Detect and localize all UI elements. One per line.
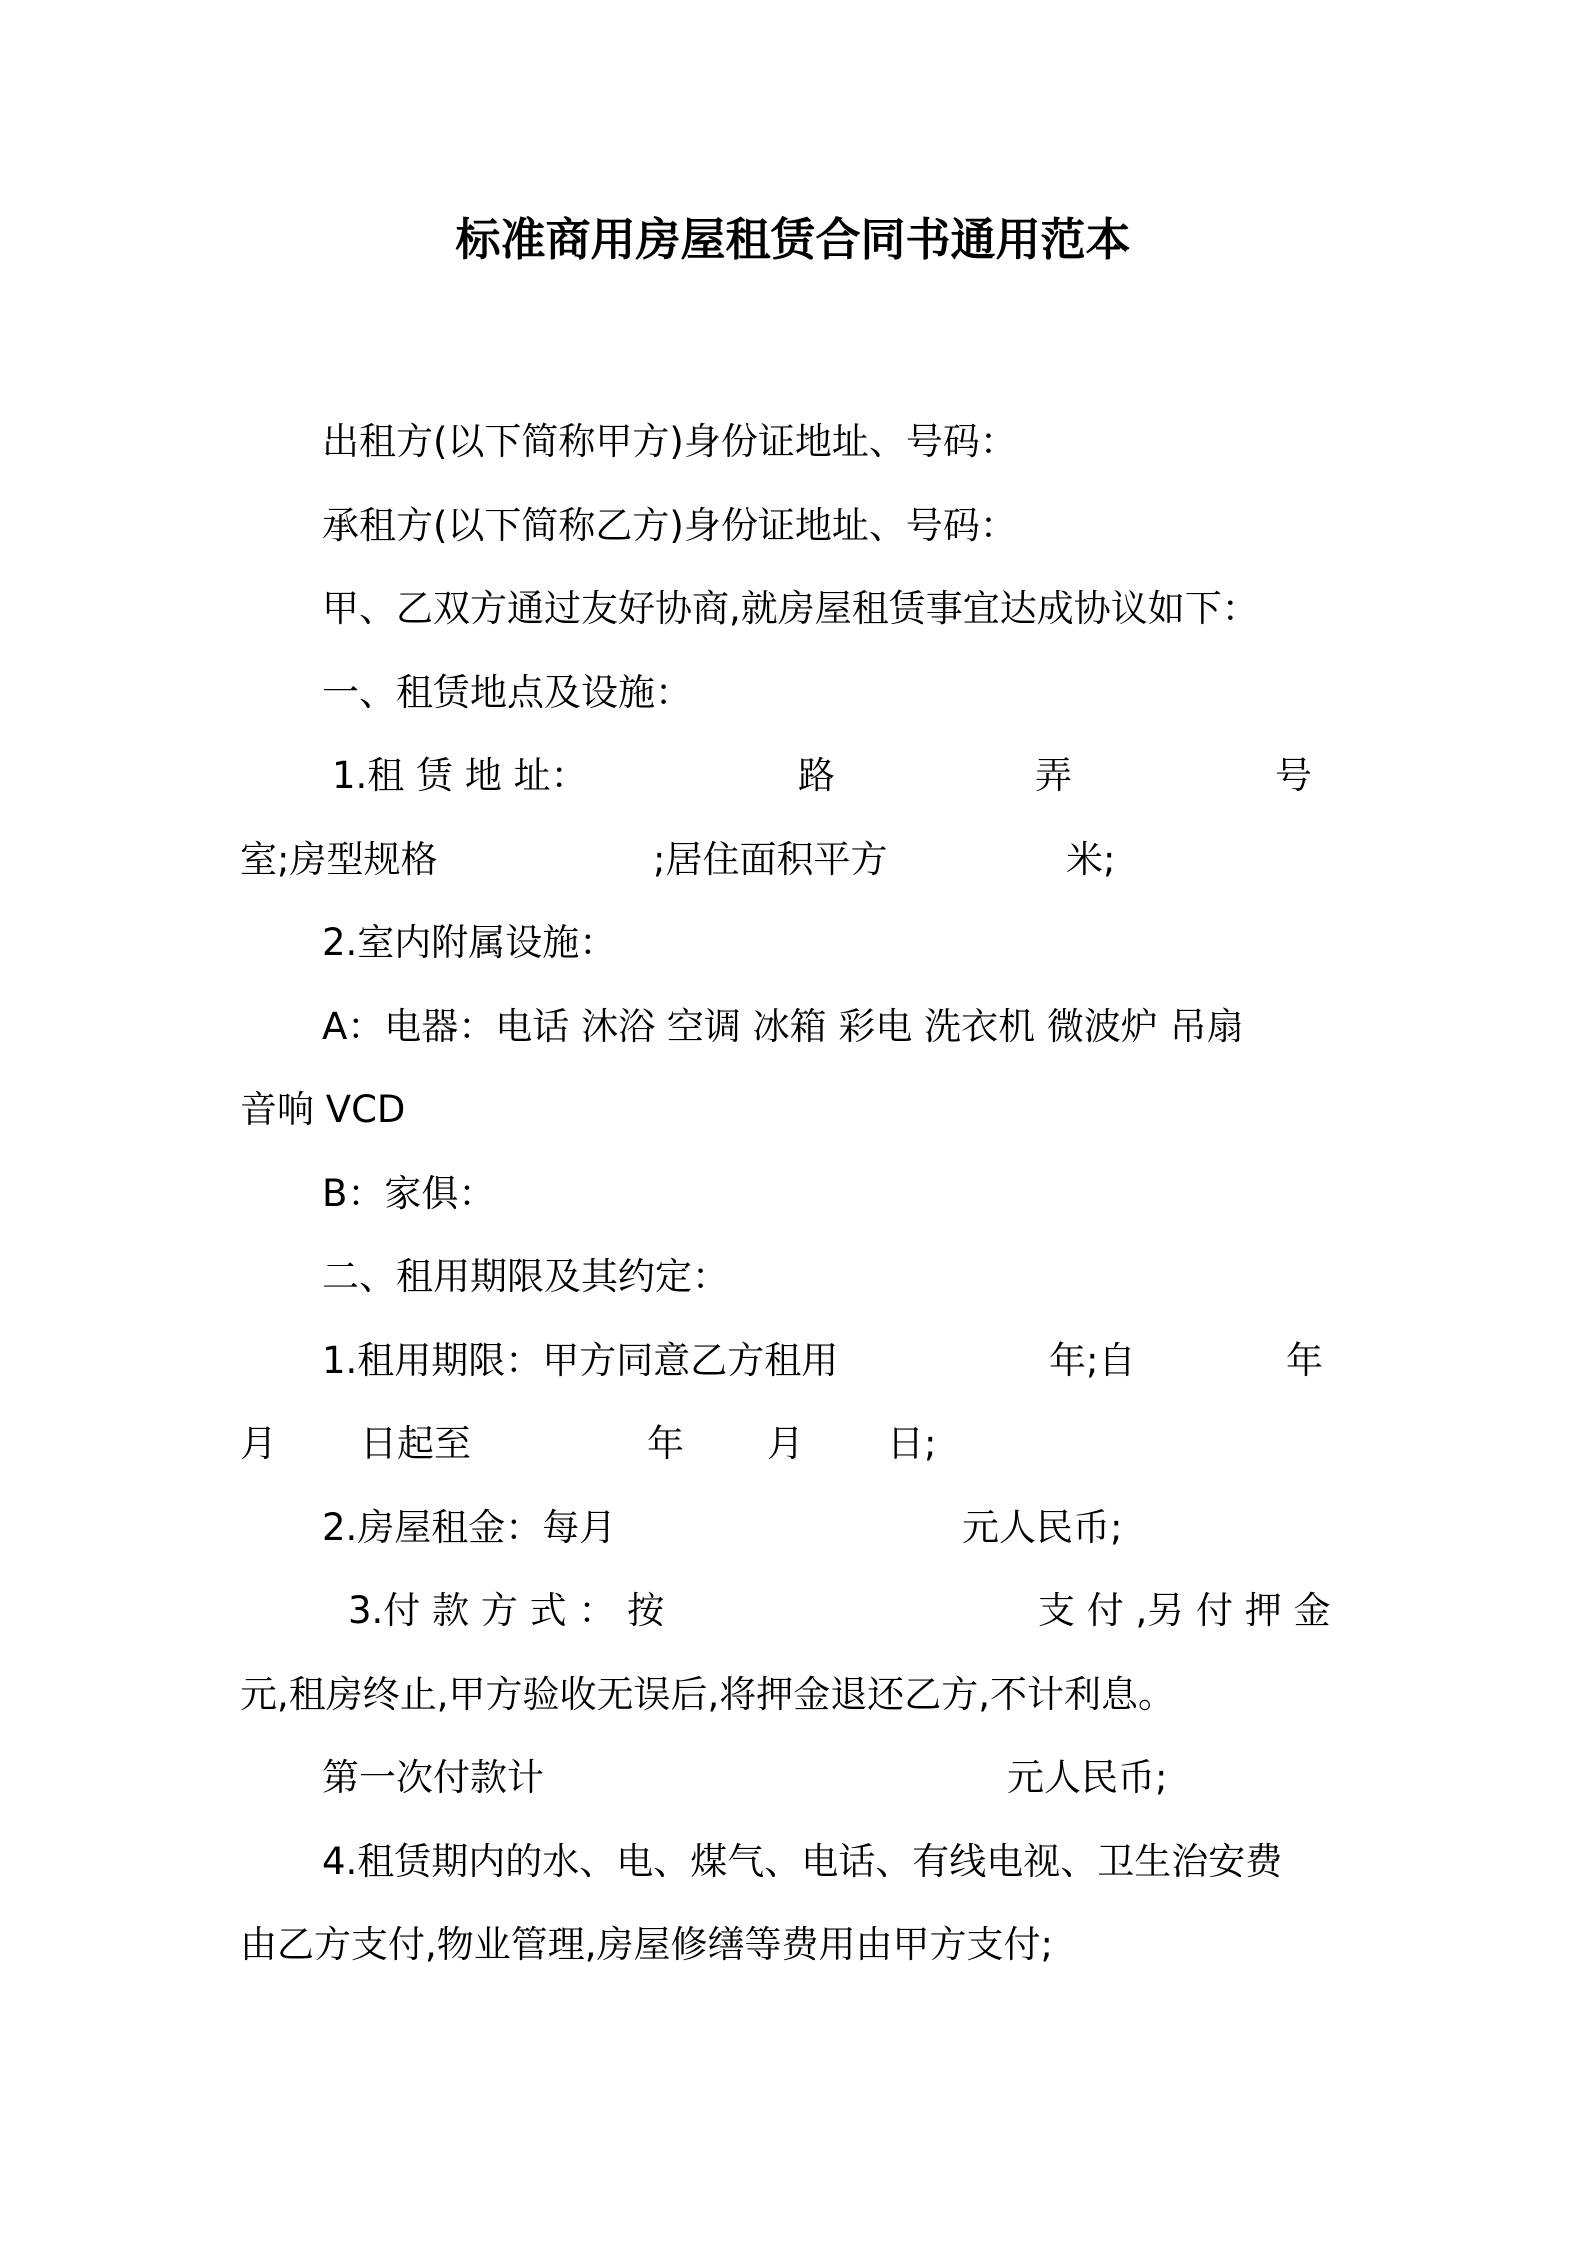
end-month-label: 月 xyxy=(767,1422,804,1465)
first-payment-currency-label: 元人民币; xyxy=(1007,1756,1168,1799)
document-body xyxy=(240,400,1350,1987)
utilities-line: 4.租赁期内的水、电、煤气、电话、有线电视、卫生治安费 xyxy=(322,1839,1283,1883)
deposit-terms-line: 元,租房终止,甲方验收无误后,将押金退还乙方,不计利息。 xyxy=(240,1672,1176,1716)
furniture-line: B：家俱： xyxy=(322,1171,496,1215)
room-type-line xyxy=(240,818,1350,902)
start-month-label: 月 xyxy=(240,1422,277,1465)
square-meter-label: 米; xyxy=(1066,837,1116,881)
utilities-continued: 由乙方支付,物业管理,房屋修缮等费用由甲方支付; xyxy=(240,1923,1053,1966)
rent-line xyxy=(240,1486,1350,1570)
section-2-heading: 二、租用期限及其约定： xyxy=(322,1255,729,1298)
lessee-line: 承租方(以下简称乙方)身份证地址、号码： xyxy=(322,503,1017,547)
lease-dates-line xyxy=(240,1402,1350,1486)
road-label: 路 xyxy=(798,754,835,797)
start-year-label: 年 xyxy=(1286,1338,1323,1382)
payment-method-line xyxy=(240,1569,1350,1653)
first-payment-label: 第一次付款计 xyxy=(322,1756,544,1799)
document-title: 标准商用房屋租赁合同书通用范本 xyxy=(455,213,1131,266)
facilities-heading: 2.室内附属设施： xyxy=(322,921,617,964)
end-day-label: 日; xyxy=(887,1422,937,1465)
rent-label: 2.房屋租金：每月 xyxy=(322,1505,617,1549)
lane-label: 弄 xyxy=(1035,754,1072,797)
deposit-label: 支 付 ,另 付 押 金 xyxy=(1038,1589,1331,1632)
years-from-label: 年;自 xyxy=(1049,1338,1136,1382)
section-1-heading: 一、租赁地点及设施： xyxy=(322,670,692,714)
agreement-line: 甲、乙双方通过友好协商,就房屋租赁事宜达成协议如下： xyxy=(322,587,1259,630)
rental-address-label: 1.租 赁 地 址： xyxy=(332,754,588,797)
lessor-line: 出租方(以下简称甲方)身份证地址、号码： xyxy=(322,420,1017,463)
appliances-line: A：电器：电话 沐浴 空调 冰箱 彩电 洗衣机 微波炉 吊扇 xyxy=(322,1004,1244,1048)
end-year-label: 年 xyxy=(647,1422,684,1465)
payment-method-label: 3.付 款 方 式 ： 按 xyxy=(348,1589,665,1632)
start-day-label: 日起至 xyxy=(360,1422,471,1465)
rental-address-line xyxy=(240,734,1350,818)
number-label: 号 xyxy=(1275,754,1312,797)
appliances-continued: 音响 VCD xyxy=(240,1088,406,1131)
rent-currency-label: 元人民币; xyxy=(962,1505,1123,1549)
room-type-label: 室;房型规格 xyxy=(240,837,438,881)
living-area-label: ;居住面积平方 xyxy=(653,837,888,881)
lease-term-label: 1.租用期限：甲方同意乙方租用 xyxy=(322,1338,839,1382)
first-payment-line xyxy=(240,1736,1350,1820)
lease-term-line xyxy=(240,1319,1350,1403)
